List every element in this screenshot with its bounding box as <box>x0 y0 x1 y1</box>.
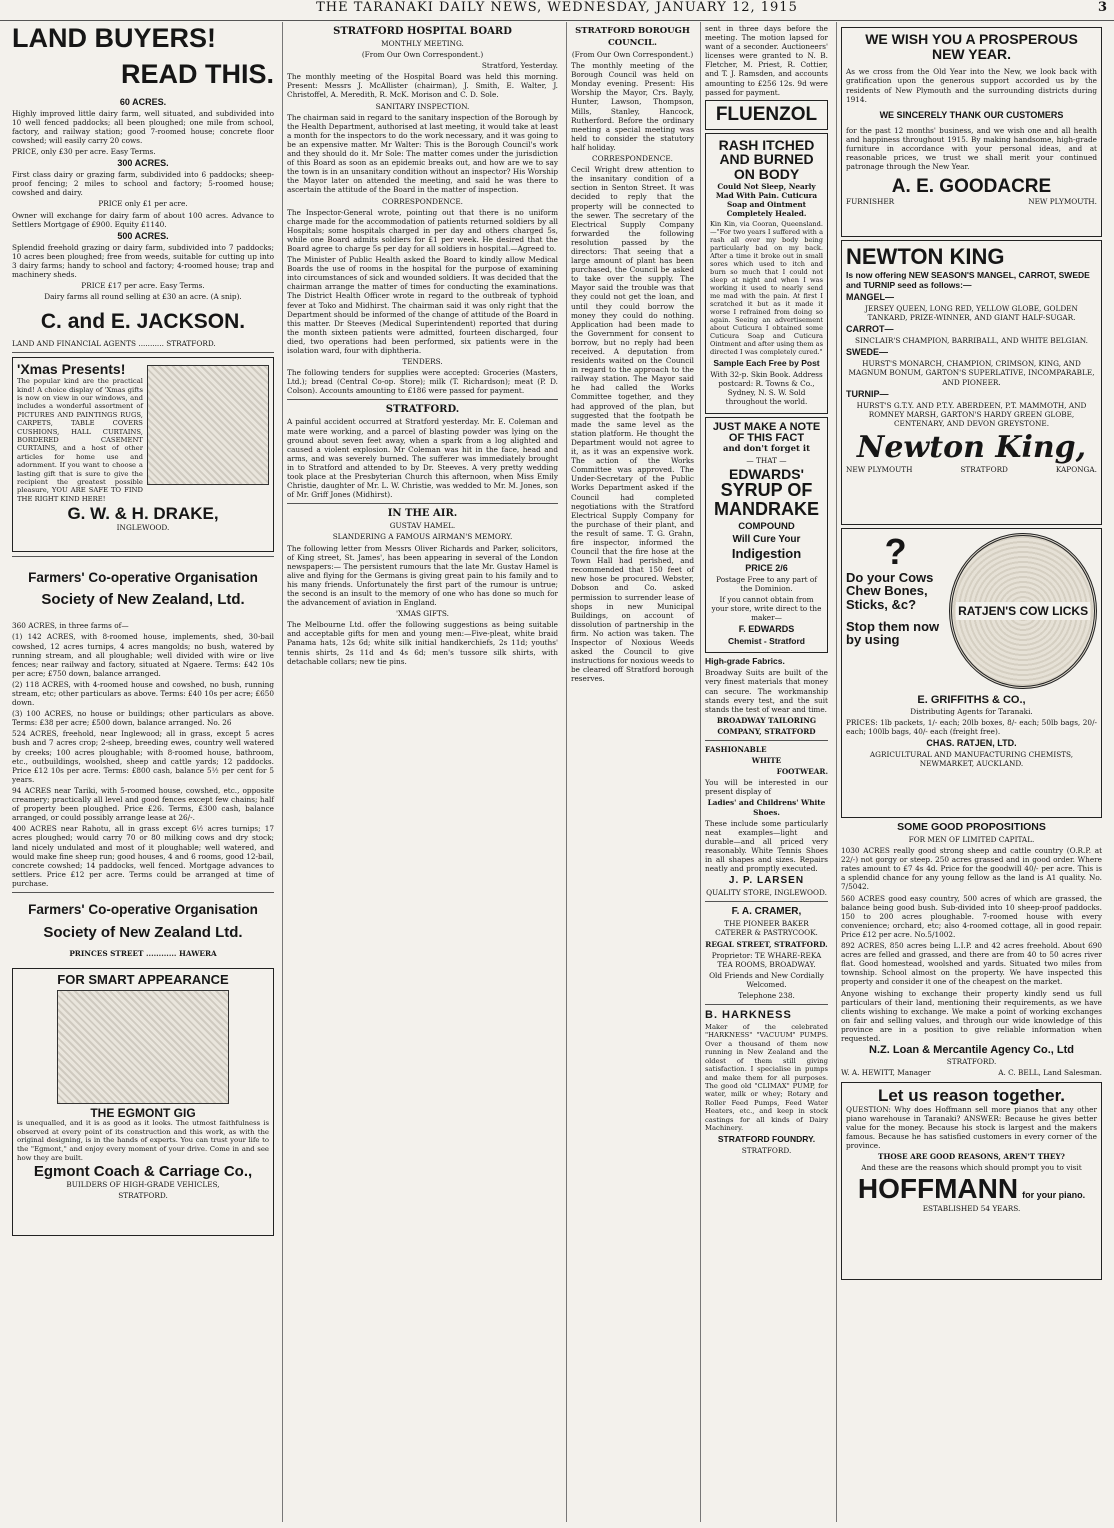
farm-94: 94 ACRES near Tariki, with 5-roomed house, cowshed, etc., opposite creamery; practically all level and good fences except few chains; half of property been ploughed. Price £26. Terms, £300 cash, balance arranged, or could possibly arrange lease at 26/-. <box>12 785 274 823</box>
dont-forget: and don't forget it <box>722 443 811 454</box>
larsen-ad <box>705 745 828 897</box>
xmas-text: The popular kind are the practical kind! A choice display of 'Xmas gifts is now on view in our windows, and includes a wonderful assortment of PICTURES AND PAINTINGS RUGS, CARPETS, TABLE COVERS CUSHIONS, HALL CURTAINS, BORDERED CASEMENT CURTAINS, and a host of other articles for home use and adornment. If you want to choose a lasting gift that is sure to give the recipient the greatest possible pleasure, YOU ARE SAFE TO FIND THE RIGHT KIND HERE! <box>17 377 143 503</box>
cuticura-testimonial: Kin Kin, via Cooran, Queensland.—"For two years I suffered with a rash all over my body being particularly bad on my back. After a time it broke out in small sores which used to itch and burn so much that I could not sleep at night and when I was working it used to nearly send me mad with the pain. At first I scratched it but as it made it worse I refrained from doing so again. Seeing an advertisement about Cuticura I obtained some Cuticura Soap and Cuticura Ointment and after using them as directed I was completely cured." <box>710 220 823 357</box>
cramer-line-3: Proprietor: TE WHARE-REKA TEA ROOMS, BROADWAY. <box>711 950 822 969</box>
nz-loan-name: N.Z. Loan & Mercantile Agency Co., Ltd <box>869 1044 1074 1057</box>
will-cure: Will Cure Your <box>732 534 801 546</box>
stop-line-2: by using <box>846 632 900 648</box>
fluenzol-title: FLUENZOL <box>715 103 818 125</box>
farmers-heading-2: Farmers' Co-operative Organisation <box>28 901 258 917</box>
distributing-agents: Distributing Agents for Taranaki. <box>910 706 1033 716</box>
egmont-gig-ad <box>12 968 274 1236</box>
farm-item-3: (3) 100 ACRES, no house or buildings; other particulars as above. Terms: £38 per acre; £500 down, balance arranged. No. 26 <box>12 709 274 728</box>
thank-text: for the past 12 months' business, and we wish one and all health and happiness throughout 1915. By making handsome, high-grade furniture in accordance with your personal ideas, and at reasonable prices, we trust we shall merit your continued patronage through the New Year. <box>846 125 1097 172</box>
interested: You will be interested in our present display of <box>705 778 828 797</box>
cows-line-1: Do your Cows <box>846 569 934 585</box>
masthead <box>0 0 1114 21</box>
council-headline: COUNCIL. <box>607 38 658 48</box>
borough-correspondence-heading: CORRESPONDENCE. <box>592 154 673 164</box>
furnisher-label: FURNISHER <box>846 197 895 207</box>
jackson-sub: LAND AND FINANCIAL AGENTS ........... STRATFORD. <box>12 339 216 349</box>
harkness-ad <box>705 1009 828 1155</box>
syrup-of: SYRUP OF <box>720 480 813 501</box>
divider <box>12 556 274 557</box>
new-plymouth-label: NEW PLYMOUTH. <box>1028 197 1097 207</box>
good-reasons: THOSE ARE GOOD REASONS, AREN'T THEY? <box>878 1152 1065 1162</box>
harkness-text: Maker of the celebrated "HARKNESS" "VACUUM" PUMPS. Over a thousand of them now running in New Zealand and the oldest of them still giving satisfaction. I specialise in pumps and make them for all purposes. The good old "CLIMAX" PUMP, for water, milk or whey; Rotary and Roller Feed Pumps, Feed Water Heaters, etc., and keep in stock castings for all kinds of Dairy Machinery. <box>705 1023 828 1132</box>
turnip-label: TURNIP— <box>846 388 889 399</box>
divider <box>705 1004 828 1005</box>
farmers-society-1: Society of New Zealand, Ltd. <box>41 590 245 608</box>
land-salesman: A. C. BELL, Land Salesman. <box>998 1067 1102 1077</box>
column-1 <box>8 22 278 1522</box>
hoffmann-signoff <box>846 1174 1097 1203</box>
ratjen-sub: AGRICULTURAL AND MANUFACTURING CHEMISTS, NEWMARKET, AUCKLAND. <box>869 749 1074 768</box>
correspondent-note: (From Our Own Correspondent.) <box>361 50 484 60</box>
manager: W. A. HEWITT, Manager <box>841 1067 931 1077</box>
goodacre-footer <box>846 197 1097 208</box>
swede-text: HURST'S MONARCH, CHAMPION, CRIMSON, KING, AND MAGNUM BONUM, GARTON'S SUPERLATIVE, INCOMPARABLE, AND PIONEER. <box>848 359 1095 387</box>
divider <box>705 901 828 902</box>
prop-560: 560 ACRES good easy country, 500 acres of which are grassed, the balance being good bush. Sub-divided into 10 sheep-proof paddocks. 150 to 200 acres ploughable. 7-roomed house with every convenience; orchard, etc; also 4-roomed cottage, all in good repair. Price £12 per acre. No.5/1002. <box>841 893 1102 939</box>
visit-line: And these are the reasons which should prompt you to visit <box>861 1163 1082 1173</box>
xmas-title: 'Xmas Presents! <box>17 361 126 378</box>
stratford-text: A painful accident occurred at Stratford yesterday. Mr. E. Coleman and mate were working, and a parcel of blasting powder was lying on the ground about seven feet away, when a spark from a log alighted and caused a violent explosion. Mr Coleman was hit in the face, head and arms, and was severely burned. The sufferer was immediately brought in to Stratford and attended to by Dr. Steeves. A very pretty wedding took place at the Presbyterian Church this afternoon, when Miss Emily Christie, daughter of Mr. L. W. Christie, was wedded to Mr. M. Jones, son of Mr. Griff Jones (Midhirst). <box>287 417 558 500</box>
egmont-gig-text: is unequalled, and it is as good as it looks. The utmost faithfulness is observed at every point of its construction and this work, as with the original designing, is in the hands of experts. You can trust your life to the "Egmont," and enjoy every moment of your drive. Come in and see how they are built. <box>17 1119 269 1162</box>
curtain-illustration <box>147 365 269 485</box>
hospital-p4: The Minister of Public Health asked the Board to kindly allow Medical Boards the use of rooms in the hospital for the purpose of examining into circumstances of sick and wounded soldiers. It was decided that the chairman arrange the matter of times for conducting the examinations. The District Health Officer wrote in regard to the outbreak of typhoid fever at Toko and Midhirst. The chairman said it was only right that the Department should be informed of the change of attitude of the Board in this matter. Dr Steeves (Medical Superintendent) reported that during the month sixteen patients were admitted, fourteen discharged, four died, two operations had been performed, six patients were in the isolation ward, four with diphtheria. <box>287 255 558 355</box>
white-shoes: Ladies' and Childrens' White Shoes. <box>707 798 826 817</box>
nz-loan-town: STRATFORD. <box>946 1056 997 1066</box>
harkness-name: B. HARKNESS <box>705 1009 792 1022</box>
newton-king-signature: Newton King, <box>856 429 1087 465</box>
acres-60-price: PRICE, only £30 per acre. Easy Terms. <box>12 147 156 157</box>
acres-500-note: Dairy farms all round selling at £30 an acre. (A snip). <box>44 292 242 302</box>
goodacre-ad <box>841 27 1102 237</box>
cramer-line-4: Old Friends and New Cordially Welcomed. <box>709 970 824 989</box>
farmers-heading-1: Farmers' Co-operative Organisation <box>28 570 258 586</box>
masthead-title: THE TARANAKI DAILY NEWS, WEDNESDAY, JANUARY 12, 1915 <box>316 0 798 15</box>
thank-heading: WE SINCERELY THANK OUR CUSTOMERS <box>879 109 1064 120</box>
egmont-coach-sub: BUILDERS OF HIGH-GRADE VEHICLES, <box>66 1179 220 1189</box>
acres-300-heading: 300 ACRES. <box>117 158 169 169</box>
gig-illustration <box>57 990 229 1104</box>
question-answer: QUESTION: Why does Hoffmann sell more pianos that any other piano warehouse in Taranaki? ANSWER: Because he gives better value for the money. Because his stock is largest and the makers famous. Because he has satisfied customers in every corner of the province. <box>846 1104 1097 1151</box>
hospital-p2: The chairman said in regard to the sanitary inspection of the Borough by the Health Department, authorised at last meeting, it would take at least a month for the inspectors to do the work necessary, and it was going to be an expensive matter. Mr Walter: This is the Borough Council's work and they should do it. Mr Sole: The matter comes under the jurisdiction of this Board as soon as an epidemic breaks out, and how are we to say the town is in an unsanitary condition without an inspector? His Worship the Mayor later on attended the meeting, and said he was there to ascertain the attitude of the Board in the matter of inspection. <box>287 112 558 195</box>
wish-text: As we cross from the Old Year into the New, we look back with gratification upon the generous support accorded us by the residents of New Plymouth and the surrounding districts during 1914. <box>846 67 1097 104</box>
edwards-chemist: Chemist - Stratford <box>728 636 805 647</box>
acres-500-text: Splendid freehold grazing or dairy farm, subdivided into 7 paddocks; 10 acres been ploughed; free from weeds, suitable for cutting up into 3 dairy farms; handy to school and factory; 4-roomed house; trap and machinery sheds. <box>12 242 274 279</box>
newton-king-heading: NEWTON KING <box>846 244 1005 269</box>
seed-offering: Is now offering NEW SEASON'S MANGEL, CARROT, SWEDE and TURNIP seed as follows:— <box>846 270 1090 291</box>
acres-300-exchange: Owner will exchange for dairy farm of about 100 acres. Advance to Settlers Mortgage of £900. Equity £1140. <box>12 210 274 229</box>
divider <box>12 352 274 353</box>
shoes-text: These include some particularly neat examples—light and durable—and all priced very reasonably. White Tennis Shoes in all shapes and sizes. Repairs neatly and promptly executed. <box>705 818 828 874</box>
just-make-note: JUST MAKE A NOTE OF THIS FACT <box>712 420 821 445</box>
monthly-meeting: MONTHLY MEETING. <box>381 39 464 48</box>
cow-licks-seal <box>949 533 1097 689</box>
tenders-text: The following tenders for supplies were accepted: Groceries (Masters, Ltd.); bread (Central Co-op. Store); milk (T. Richardson); meat (P. D. Colson). Accounts amounting to £186 were passed for payment. <box>287 368 558 396</box>
prop-1030: 1030 ACRES really good strong sheep and cattle country (O.R.P. at 22/-) not gorgy or steep. 250 acres grassed and in good order. Where rates amount to £7 4s 4d. Price for the goodwill 40/- per acre. This is a splendid chance for any young fellow as the land is A1 quality. No. 7/5042. <box>841 846 1102 892</box>
carrot-label: CARROT— <box>846 324 894 335</box>
xmas-gifts-heading: 'XMAS GIFTS. <box>396 609 449 619</box>
column-4 <box>700 22 832 1522</box>
newton-king-ad <box>841 240 1102 525</box>
xmas-gifts-text: The Melbourne Ltd. offer the following suggestions as being suitable and acceptable gifts for men and young men:—Five-pleat, white braid Panama hats, 12s 6d; white silk initial handkerchiefs, 2s 11d; youths' tennis shirts, 2s 11d and 4s 6d; men's tussore silk shirts, with detachable collars; new tie pins. <box>287 620 558 666</box>
tenders-heading: TENDERS. <box>402 357 443 367</box>
land-buyers-ad <box>12 24 274 348</box>
compound: COMPOUND <box>738 521 795 533</box>
wish-heading: WE WISH YOU A PROSPEROUS <box>865 31 1078 47</box>
syrup-price: PRICE 2/6 <box>745 562 788 573</box>
page-number: 3 <box>1097 0 1108 15</box>
syrup-mandrake-ad <box>705 417 828 654</box>
hospital-p3: The Inspector-General wrote, pointing out that there is no uniform charge made for the accommodation of patients returned soldiers by all Hospitals; some hospitals charged in per day and others charged 5s, while one Board admits soldiers for £1 per week. He desired that the Board agree to charge 5s per day for all soldiers in hospital.—Agreed to. <box>287 207 558 253</box>
egmont-coach-town: STRATFORD. <box>118 1191 168 1201</box>
mangel-label: MANGEL— <box>846 292 894 303</box>
borough-headline: STRATFORD BOROUGH <box>575 26 690 36</box>
jackson-firm: C. and E. JACKSON. <box>40 310 246 334</box>
stratford-headline: STRATFORD. <box>385 404 460 416</box>
for-your-piano: for your piano. <box>1022 1190 1086 1201</box>
cramer-telephone: Telephone 238. <box>738 990 795 1000</box>
nz-loan-staff <box>841 1068 1102 1079</box>
that-line: — THAT — <box>746 455 787 465</box>
swede-label: SWEDE— <box>846 347 889 358</box>
cramer-line-2: REGAL STREET, STRATFORD. <box>705 939 828 949</box>
cuticura-ad <box>705 133 828 414</box>
acres-60-text: Highly improved little dairy farm, well situated, and subdivided into 10 well fenced paddocks; all been ploughed; one mile from school, factory, and railway station; good 7-roomed house; concrete floor cowshed; will easily carry 20 cows. <box>12 108 274 145</box>
cow-licks-prices: PRICES: 1lb packets, 1/- each; 20lb boxes, 8/- each; 50lb bags, 20/- each; 100lb bags, 40/- each (freight free). <box>846 717 1097 736</box>
goodacre-name: A. E. GOODACRE <box>891 176 1052 198</box>
slander-heading: SLANDERING A FAMOUS AIRMAN'S MEMORY. <box>332 532 513 542</box>
limited-capital: FOR MEN OF LIMITED CAPITAL. <box>908 835 1035 844</box>
cramer-name: F. A. CRAMER, <box>731 906 802 918</box>
acres-500-heading: 500 ACRES. <box>117 230 169 241</box>
smart-appearance-heading: FOR SMART APPEARANCE <box>57 971 229 987</box>
read-this-heading: READ THIS. <box>120 59 274 90</box>
egmont-gig-heading: THE EGMONT GIG <box>90 1105 196 1120</box>
edwards-heading: EDWARDS' <box>729 465 804 482</box>
hoffmann-name: HOFFMANN <box>857 1173 1019 1205</box>
stop-line-1: Stop them now <box>846 618 940 634</box>
divider <box>705 740 828 741</box>
fluenzol-ad <box>705 100 828 130</box>
hamel-text: The following letter from Messrs Oliver Richards and Parker, solicitors, of King street, St. James', has been appearing in several of the London newspapers:— The persistent rumours that the late Mr. Gustav Hamel is alive and flying for the Germans is giving great pain to his family and to his many friends. Unfortunately the first part of the rumour is untrue; the second is an insult to the memory of one who has done so much for the advancement of aviation in England. <box>287 543 558 608</box>
rash-heading: RASH ITCHED AND BURNED ON BODY <box>718 136 815 183</box>
farm-400: 400 ACRES near Rahotu, all in grass except 6½ acres turnips; 17 acres ploughed; would carry 70 or 80 milking cows and dry stock; land nicely undulated and most of it ploughable; well watered, and would make fine sheep run; good houses, 4 and 6 rooms, good 12-bail, concrete cowshed; 14 paddocks, well fenced. Mortgage advances to settlers. Price £12 per acre. Terms could be arranged at time of purchase. <box>12 824 274 888</box>
broadway-text: Broadway Suits are built of the very finest materials that money can secure. The workmanship stands every test, and the suit stands the test of wear and time. <box>705 668 828 714</box>
mangel-text: JERSEY QUEEN, LONG RED, YELLOW GLOBE, GOLDEN TANKARD, PRIZE-WINNER, AND GIANT HALF-SUGAR. <box>865 304 1078 323</box>
hospital-board-headline: STRATFORD HOSPITAL BOARD <box>333 26 512 37</box>
cramer-line-1: THE PIONEER BAKER CATERER & PASTRYCOOK. <box>715 919 818 938</box>
dateline: Stratford, Yesterday. <box>481 61 558 71</box>
larsen-sub: QUALITY STORE, INGLEWOOD. <box>706 888 827 898</box>
borough-p1: The monthly meeting of the Borough Council was held on Monday evening. Present: His Worship the Mayor, Crs. Bayly, Hunter, Lawson, Thompson, Mills, Stanley, Hancock, Rutherford. Before the ordinary meeting a special meeting was held to consider the statutory half holiday. <box>571 61 694 152</box>
newton-king-towns <box>846 465 1097 476</box>
farm-524: 524 ACRES, freehold, near Inglewood; all in grass, except 5 acres bush and 7 acres crop; 2-sheep, breeding ewes, country well watered by creeks; 100 acres ploughable; with 8-roomed house, bathroom, etc., outbuildings, woolshed, sheep and cattle yards; 12 paddocks. Price £12 10s per acre. Terms: £800 cash, balance 5½ per cent for 5 years. <box>12 729 274 784</box>
cows-line-3: Sticks, &c? <box>846 597 917 613</box>
good-propositions: SOME GOOD PROPOSITIONS <box>897 821 1046 833</box>
sample-heading: Sample Each Free by Post <box>713 358 820 369</box>
divider <box>12 892 274 893</box>
acres-60-heading: 60 ACRES. <box>119 96 167 107</box>
cramer-ad <box>705 906 828 1000</box>
indigestion: Indigestion <box>731 546 802 562</box>
sanitary-heading: SANITARY INSPECTION. <box>375 101 470 111</box>
foundry-town: STRATFORD. <box>741 1146 792 1156</box>
farmers-society-2: Society of New Zealand Ltd. <box>43 924 243 942</box>
new-year-heading: NEW YEAR. <box>931 45 1012 62</box>
question-mark: ? <box>884 531 907 572</box>
farmers-intro: 360 ACRES, in three farms of— <box>12 621 129 631</box>
town-stratford: STRATFORD <box>960 464 1008 474</box>
farmers-address: PRINCES STREET ............ HAWERA <box>69 948 217 958</box>
established: ESTABLISHED 54 YEARS. <box>922 1203 1021 1213</box>
if-you-cannot: If you cannot obtain from your store, write direct to the maker— <box>711 595 822 623</box>
seal-lettering: RATJEN'S COW LICKS <box>958 604 1089 618</box>
land-buyers-heading: LAND BUYERS! <box>12 23 217 53</box>
footwear: FOOTWEAR. <box>776 767 828 777</box>
edwards-maker: F. EDWARDS <box>738 624 795 635</box>
broadway-tailoring: BROADWAY TAILORING <box>716 715 817 725</box>
prop-892: 892 ACRES, 850 acres being L.I.P. and 42 acres freehold. About 690 acres are felled and grassed, and there are from 40 to 50 acres river flat. Good homestead, woolshed and yards. Situated two miles from township. School almost on the property. We have inspected this property and consider it one of the cheapest on the market. <box>841 941 1102 987</box>
town-kaponga: KAPONGA. <box>1055 464 1097 474</box>
could-not-sleep: Could Not Sleep, Nearly Mad With Pain. Cuticura Soap and Ointment Completely Healed. <box>715 181 818 219</box>
postage-note: Postage Free to any part of the Dominion. <box>716 574 817 593</box>
broadway-ad <box>705 656 828 736</box>
turnip-text: HURST'S G.T.Y. AND P.T.Y. ABERDEEN, P.T. MAMMOTH, AND ROMNEY MARSH, GARTON'S HARDY GREEN GLOBE, CENTENARY, AND DEVON GREYSTONE. <box>856 400 1087 428</box>
correspondence-heading: CORRESPONDENCE. <box>382 196 463 206</box>
acres-300-text: First class dairy or grazing farm, subdivided into 6 paddocks; sheep-proof fencing; 2 miles to school and factory; 5-roomed house; cowshed and dairy. <box>12 170 274 198</box>
acres-500-price: PRICE £17 per acre. Easy Terms. <box>81 281 205 291</box>
borough-p2: Cecil Wright drew attention to the insanitary condition of a section in Senton Street. It was decided to reply that the property will be connected to the sewer. The secretary of the Electrical Supply Company forwarded the following resolution passed by the directors: That seeing that a large amount of plant has been purchased, the Council be asked to take over the supply. The Mayor said the trouble was that they could not get the loan, and until they could borrow the money they could do nothing. Application had been made to the Government for consent to borrow, but no reply had been received. A deputation from residents waited on the Council in regard to the approach to the railway station. The Mayor said he had called the Works Committee together, and they had approved of the plan, but suggested that the footpath be made the same level as the station platform. He thought the Department would not agree to it, as it was an expensive work. The action of the Works Committee was approved. The Under-Secretary of the Public Works Department asked if the Council had completed negotiations with the Stratford Electrical Supply Company for the purchase of their plant, and the result of same. T. G. Grahn, fire inspector, informed the Council that the fire hose at the Town Hall had perished, and recommended that 150 feet of new hose be procured. Webster, Dobson and Co. asked permission to surrender lease of shops in new Municipal Buildings, on account of dissolution of partnership in the firm. No action was taken. The Inspector of Noxious Weeds asked the Council to give instructions for noxious weeds to be cleared off Stratford borough reserves. <box>571 165 694 684</box>
reason-heading: Let us reason together. <box>877 1085 1066 1105</box>
exchange-text: Anyone wishing to exchange their property kindly send us full particulars of their land, mentioning their requirements, as we have clients wishing to exchange. We make a point of working exchanges on fair and selling values, and through our wide knowledge of this province are in a position to give reliable information when requested. <box>841 988 1102 1043</box>
egmont-coach-firm: Egmont Coach & Carriage Co., <box>33 1163 253 1181</box>
white: WHITE <box>751 756 782 766</box>
in-the-air-headline: IN THE AIR. <box>387 508 458 520</box>
carrot-text: SINCLAIR'S CHAMPION, BARRIBALL, AND WHITE BELGIAN. <box>855 336 1088 346</box>
farm-item-2: (2) 118 ACRES, with 4-roomed house and cowshed, no bush, running stream, etc; other particulars as above. Terms: £40 10s per acre; £650 down. <box>12 679 274 708</box>
ratjen-name: CHAS. RATJEN, LTD. <box>926 737 1017 748</box>
cows-line-2: Chew Bones, <box>846 583 928 599</box>
loan-mercantile-ad <box>841 821 1102 1079</box>
stratford-foundry: STRATFORD FOUNDRY. <box>717 1134 816 1145</box>
column-2 <box>282 22 562 1522</box>
column-5 <box>836 22 1106 1522</box>
divider <box>287 399 558 400</box>
fashionable: FASHIONABLE <box>705 745 767 755</box>
xmas-presents-ad <box>12 357 274 552</box>
broadway-company: COMPANY, STRATFORD <box>717 726 816 736</box>
drake-firm: G. W. & H. DRAKE, <box>67 504 219 524</box>
farm-item-1: (1) 142 ACRES, with 8-roomed house, implements, shed, 30-bail cowshed, 12 acres turnips, 4 acres mangolds; no bush, watered by running stream, and all ploughable; well divided with wire or live fences; near railway and factory, situated at Ngaere. Terms: £42 10s per acre; £750 down, balance arranged. <box>12 632 274 678</box>
hospital-p1: The monthly meeting of the Hospital Board was held this morning. Present: Messrs J. McAllister (chairman), J. Smith, E. Walter, J. Christoffel, A. Meredith, R. McK. Morison and C. D. Sole. <box>287 72 558 100</box>
col4-top-text: sent in three days before the meeting. The motion lapsed for want of a seconder. Auctioneers' licenses were granted to N. B. Fletcher, M. Priest, R. Cottier, and T. J. Ramsden, and accounts amounting to £256 12s. 9d were passed for payment. <box>705 24 828 97</box>
hamel-heading: GUSTAV HAMEL. <box>389 521 456 531</box>
griffiths-name: E. GRIFFITHS & CO., <box>917 694 1026 706</box>
mandrake: MANDRAKE <box>714 499 819 520</box>
acres-300-price: PRICE only £1 per acre. <box>98 199 188 209</box>
ratjen-cow-licks-ad <box>841 528 1102 818</box>
larsen-name: J. P. LARSEN <box>728 875 805 887</box>
high-grade-fabrics: High-grade Fabrics. <box>705 656 785 667</box>
town-new-plymouth: NEW PLYMOUTH <box>846 464 913 474</box>
hoffmann-ad <box>841 1082 1102 1280</box>
column-3 <box>566 22 698 1522</box>
divider <box>287 503 558 504</box>
farmers-coop-ad-2 <box>12 903 274 958</box>
drake-town: INGLEWOOD. <box>116 523 170 533</box>
borough-correspondent: (From Our Own Correspondent.) <box>571 50 694 59</box>
farmers-coop-ad-1 <box>12 571 274 888</box>
sample-text: With 32-p. Skin Book. Address postcard: R. Towns & Co., Sydney, N. S. W. Sold throughout the world. <box>710 370 823 407</box>
